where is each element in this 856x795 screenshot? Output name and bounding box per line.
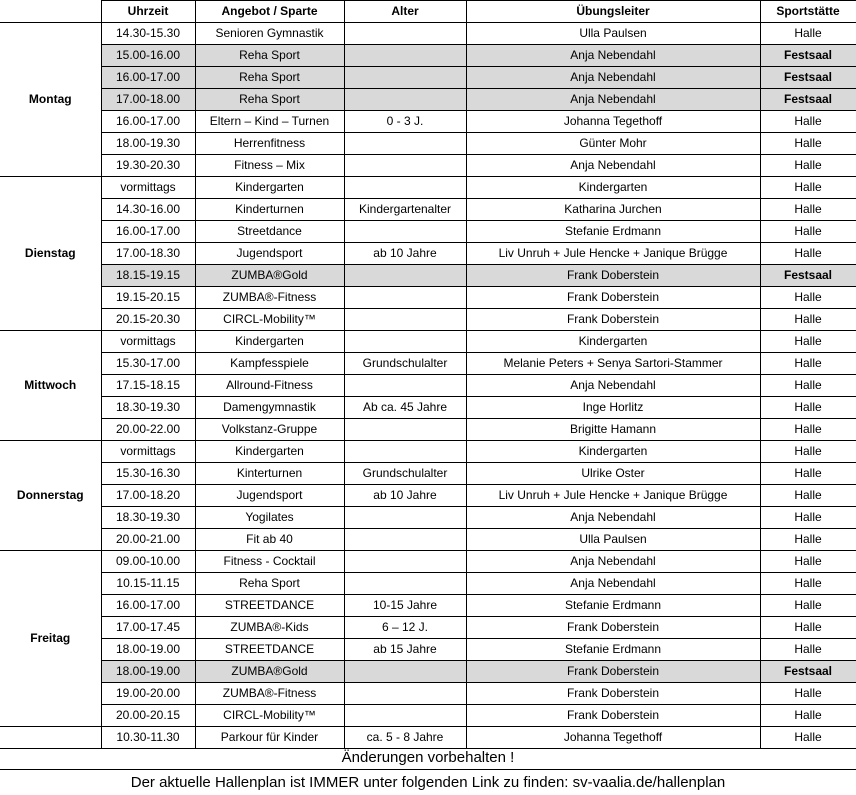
offer-cell: STREETDANCE xyxy=(195,639,344,661)
age-cell xyxy=(344,45,466,67)
table-row xyxy=(0,573,856,595)
trainer-cell: Anja Nebendahl xyxy=(466,551,760,573)
table-row xyxy=(0,617,856,639)
age-cell xyxy=(344,221,466,243)
age-cell: Kindergartenalter xyxy=(344,199,466,221)
trainer-cell: Stefanie Erdmann xyxy=(466,639,760,661)
venue-cell: Halle xyxy=(760,243,856,265)
trainer-cell: Anja Nebendahl xyxy=(466,573,760,595)
table-row xyxy=(0,529,856,551)
venue-cell: Festsaal xyxy=(760,661,856,683)
age-cell: ab 15 Jahre xyxy=(344,639,466,661)
trainer-cell: Anja Nebendahl xyxy=(466,155,760,177)
header-trainer: Übungsleiter xyxy=(466,1,760,23)
trainer-cell: Frank Doberstein xyxy=(466,661,760,683)
age-cell xyxy=(344,331,466,353)
time-cell: 18.30-19.30 xyxy=(101,397,195,419)
venue-cell: Halle xyxy=(760,111,856,133)
table-row xyxy=(0,639,856,661)
header-row xyxy=(0,1,856,23)
time-cell: 19.15-20.15 xyxy=(101,287,195,309)
offer-cell: ZUMBA®Gold xyxy=(195,661,344,683)
venue-cell: Halle xyxy=(760,309,856,331)
age-cell xyxy=(344,529,466,551)
table-row xyxy=(0,595,856,617)
table-row xyxy=(0,463,856,485)
trainer-cell: Anja Nebendahl xyxy=(466,67,760,89)
offer-cell: Fit ab 40 xyxy=(195,529,344,551)
venue-cell: Halle xyxy=(760,595,856,617)
age-cell xyxy=(344,441,466,463)
venue-cell: Halle xyxy=(760,551,856,573)
table-row xyxy=(0,111,856,133)
trainer-cell: Kindergarten xyxy=(466,331,760,353)
trainer-cell: Anja Nebendahl xyxy=(466,507,760,529)
table-row xyxy=(0,23,856,45)
trainer-cell: Liv Unruh + Jule Hencke + Janique Brügge xyxy=(466,485,760,507)
venue-cell: Halle xyxy=(760,441,856,463)
table-row xyxy=(0,705,856,727)
trainer-cell: Frank Doberstein xyxy=(466,705,760,727)
table-row xyxy=(0,199,856,221)
age-cell: Grundschulalter xyxy=(344,463,466,485)
table-row xyxy=(0,309,856,331)
time-cell: 15.30-17.00 xyxy=(101,353,195,375)
age-cell xyxy=(344,155,466,177)
table-row xyxy=(0,89,856,111)
trainer-cell: Johanna Tegethoff xyxy=(466,727,760,749)
age-cell xyxy=(344,67,466,89)
venue-cell: Halle xyxy=(760,727,856,749)
table-row xyxy=(0,177,856,199)
age-cell xyxy=(344,309,466,331)
trainer-cell: Frank Doberstein xyxy=(466,265,760,287)
time-cell: 20.00-20.15 xyxy=(101,705,195,727)
age-cell xyxy=(344,23,466,45)
venue-cell: Festsaal xyxy=(760,89,856,111)
time-cell: 20.15-20.30 xyxy=(101,309,195,331)
table-row xyxy=(0,551,856,573)
time-cell: 17.00-17.45 xyxy=(101,617,195,639)
offer-cell: Reha Sport xyxy=(195,573,344,595)
offer-cell: ZUMBA®Gold xyxy=(195,265,344,287)
table-row xyxy=(0,331,856,353)
trainer-cell: Johanna Tegethoff xyxy=(466,111,760,133)
age-cell xyxy=(344,287,466,309)
table-row xyxy=(0,441,856,463)
offer-cell: Eltern – Kind – Turnen xyxy=(195,111,344,133)
time-cell: 20.00-21.00 xyxy=(101,529,195,551)
time-cell: 10.15-11.15 xyxy=(101,573,195,595)
offer-cell: Allround-Fitness xyxy=(195,375,344,397)
age-cell xyxy=(344,661,466,683)
offer-cell: Jugendsport xyxy=(195,243,344,265)
venue-cell: Halle xyxy=(760,683,856,705)
age-cell xyxy=(344,551,466,573)
trainer-cell: Frank Doberstein xyxy=(466,617,760,639)
venue-cell: Halle xyxy=(760,529,856,551)
offer-cell: Senioren Gymnastik xyxy=(195,23,344,45)
time-cell: 20.00-22.00 xyxy=(101,419,195,441)
trainer-cell: Stefanie Erdmann xyxy=(466,221,760,243)
offer-cell: Damengymnastik xyxy=(195,397,344,419)
time-cell: vormittags xyxy=(101,441,195,463)
time-cell: 19.30-20.30 xyxy=(101,155,195,177)
table-row xyxy=(0,287,856,309)
age-cell: Grundschulalter xyxy=(344,353,466,375)
venue-cell: Halle xyxy=(760,375,856,397)
offer-cell: STREETDANCE xyxy=(195,595,344,617)
time-cell: 16.00-17.00 xyxy=(101,111,195,133)
offer-cell: Reha Sport xyxy=(195,45,344,67)
trainer-cell: Katharina Jurchen xyxy=(466,199,760,221)
time-cell: 14.30-15.30 xyxy=(101,23,195,45)
offer-cell: Kindergarten xyxy=(195,331,344,353)
table-row xyxy=(0,133,856,155)
offer-cell: Kinterturnen xyxy=(195,463,344,485)
age-cell xyxy=(344,507,466,529)
table-row xyxy=(0,155,856,177)
day-cell: Donnerstag xyxy=(0,441,101,551)
table-row xyxy=(0,67,856,89)
offer-cell: Fitness – Mix xyxy=(195,155,344,177)
table-row xyxy=(0,221,856,243)
time-cell: 17.00-18.00 xyxy=(101,89,195,111)
time-cell: 16.00-17.00 xyxy=(101,221,195,243)
trainer-cell: Anja Nebendahl xyxy=(466,45,760,67)
header-offer: Angebot / Sparte xyxy=(195,1,344,23)
age-cell xyxy=(344,683,466,705)
table-row xyxy=(0,243,856,265)
table-row xyxy=(0,661,856,683)
trainer-cell: Melanie Peters + Senya Sartori-Stammer xyxy=(466,353,760,375)
changes-notice: Änderungen vorbehalten ! xyxy=(0,747,856,770)
venue-cell: Halle xyxy=(760,397,856,419)
age-cell xyxy=(344,89,466,111)
offer-cell: Yogilates xyxy=(195,507,344,529)
venue-cell: Halle xyxy=(760,463,856,485)
trainer-cell: Brigitte Hamann xyxy=(466,419,760,441)
trainer-cell: Stefanie Erdmann xyxy=(466,595,760,617)
trainer-cell: Anja Nebendahl xyxy=(466,89,760,111)
trainer-cell: Frank Doberstein xyxy=(466,309,760,331)
venue-cell: Halle xyxy=(760,199,856,221)
day-cell: Dienstag xyxy=(0,177,101,331)
offer-cell: Kindergarten xyxy=(195,441,344,463)
header-venue: Sportstätte xyxy=(760,1,856,23)
table-row xyxy=(0,507,856,529)
hallenplan-link-text: Der aktuelle Hallenplan ist IMMER unter folgenden Link zu finden: sv-vaalia.de/hallenplan xyxy=(130,774,726,791)
offer-cell: Volkstanz-Gruppe xyxy=(195,419,344,441)
time-cell: 18.00-19.30 xyxy=(101,133,195,155)
trainer-cell: Inge Horlitz xyxy=(466,397,760,419)
time-cell: 19.00-20.00 xyxy=(101,683,195,705)
table-row xyxy=(0,375,856,397)
venue-cell: Halle xyxy=(760,507,856,529)
offer-cell: Kampfesspiele xyxy=(195,353,344,375)
offer-cell: CIRCL-Mobility™ xyxy=(195,309,344,331)
trainer-cell: Frank Doberstein xyxy=(466,683,760,705)
offer-cell: Fitness - Cocktail xyxy=(195,551,344,573)
trainer-cell: Anja Nebendahl xyxy=(466,375,760,397)
offer-cell: Herrenfitness xyxy=(195,133,344,155)
age-cell xyxy=(344,133,466,155)
time-cell: vormittags xyxy=(101,331,195,353)
header-age: Alter xyxy=(344,1,466,23)
venue-cell: Festsaal xyxy=(760,265,856,287)
offer-cell: Parkour für Kinder xyxy=(195,727,344,749)
venue-cell: Halle xyxy=(760,485,856,507)
venue-cell: Halle xyxy=(760,331,856,353)
age-cell: 0 - 3 J. xyxy=(344,111,466,133)
venue-cell: Halle xyxy=(760,23,856,45)
venue-cell: Halle xyxy=(760,705,856,727)
offer-cell: ZUMBA®-Kids xyxy=(195,617,344,639)
venue-cell: Halle xyxy=(760,221,856,243)
table-row xyxy=(0,265,856,287)
time-cell: 10.30-11.30 xyxy=(101,727,195,749)
header-time: Uhrzeit xyxy=(101,1,195,23)
time-cell: 15.00-16.00 xyxy=(101,45,195,67)
table-row xyxy=(0,419,856,441)
time-cell: 18.00-19.00 xyxy=(101,639,195,661)
venue-cell: Halle xyxy=(760,617,856,639)
trainer-cell: Ulrike Oster xyxy=(466,463,760,485)
table-row xyxy=(0,45,856,67)
time-cell: 17.00-18.20 xyxy=(101,485,195,507)
table-row xyxy=(0,353,856,375)
offer-cell: Kindergarten xyxy=(195,177,344,199)
day-cell: Mittwoch xyxy=(0,331,101,441)
time-cell: 16.00-17.00 xyxy=(101,595,195,617)
offer-cell: CIRCL-Mobility™ xyxy=(195,705,344,727)
day-cell xyxy=(0,727,101,749)
table-row xyxy=(0,397,856,419)
table-row xyxy=(0,683,856,705)
offer-cell: ZUMBA®-Fitness xyxy=(195,683,344,705)
time-cell: 15.30-16.30 xyxy=(101,463,195,485)
time-cell: 14.30-16.00 xyxy=(101,199,195,221)
offer-cell: Streetdance xyxy=(195,221,344,243)
time-cell: 18.15-19.15 xyxy=(101,265,195,287)
age-cell xyxy=(344,705,466,727)
age-cell: 6 – 12 J. xyxy=(344,617,466,639)
venue-cell: Halle xyxy=(760,419,856,441)
venue-cell: Festsaal xyxy=(760,67,856,89)
venue-cell: Halle xyxy=(760,287,856,309)
trainer-cell: Ulla Paulsen xyxy=(466,529,760,551)
day-cell: Montag xyxy=(0,23,101,177)
age-cell: ab 10 Jahre xyxy=(344,243,466,265)
time-cell: 18.30-19.30 xyxy=(101,507,195,529)
header-day xyxy=(0,1,101,23)
schedule-body xyxy=(0,23,856,749)
age-cell: ab 10 Jahre xyxy=(344,485,466,507)
venue-cell: Halle xyxy=(760,639,856,661)
age-cell xyxy=(344,573,466,595)
table-row xyxy=(0,727,856,749)
venue-cell: Halle xyxy=(760,353,856,375)
venue-cell: Halle xyxy=(760,177,856,199)
offer-cell: Reha Sport xyxy=(195,67,344,89)
time-cell: 09.00-10.00 xyxy=(101,551,195,573)
venue-cell: Halle xyxy=(760,155,856,177)
offer-cell: Jugendsport xyxy=(195,485,344,507)
age-cell xyxy=(344,419,466,441)
trainer-cell: Günter Mohr xyxy=(466,133,760,155)
age-cell: ca. 5 - 8 Jahre xyxy=(344,727,466,749)
venue-cell: Halle xyxy=(760,133,856,155)
offer-cell: ZUMBA®-Fitness xyxy=(195,287,344,309)
venue-cell: Festsaal xyxy=(760,45,856,67)
time-cell: 17.15-18.15 xyxy=(101,375,195,397)
offer-cell: Kinderturnen xyxy=(195,199,344,221)
time-cell: 16.00-17.00 xyxy=(101,67,195,89)
age-cell: Ab ca. 45 Jahre xyxy=(344,397,466,419)
time-cell: 18.00-19.00 xyxy=(101,661,195,683)
age-cell xyxy=(344,177,466,199)
age-cell xyxy=(344,375,466,397)
offer-cell: Reha Sport xyxy=(195,89,344,111)
age-cell xyxy=(344,265,466,287)
trainer-cell: Liv Unruh + Jule Hencke + Janique Brügge xyxy=(466,243,760,265)
age-cell: 10-15 Jahre xyxy=(344,595,466,617)
table-row xyxy=(0,485,856,507)
trainer-cell: Kindergarten xyxy=(466,441,760,463)
trainer-cell: Frank Doberstein xyxy=(466,287,760,309)
trainer-cell: Kindergarten xyxy=(466,177,760,199)
time-cell: vormittags xyxy=(101,177,195,199)
trainer-cell: Ulla Paulsen xyxy=(466,23,760,45)
venue-cell: Halle xyxy=(760,573,856,595)
time-cell: 17.00-18.30 xyxy=(101,243,195,265)
day-cell: Freitag xyxy=(0,551,101,727)
